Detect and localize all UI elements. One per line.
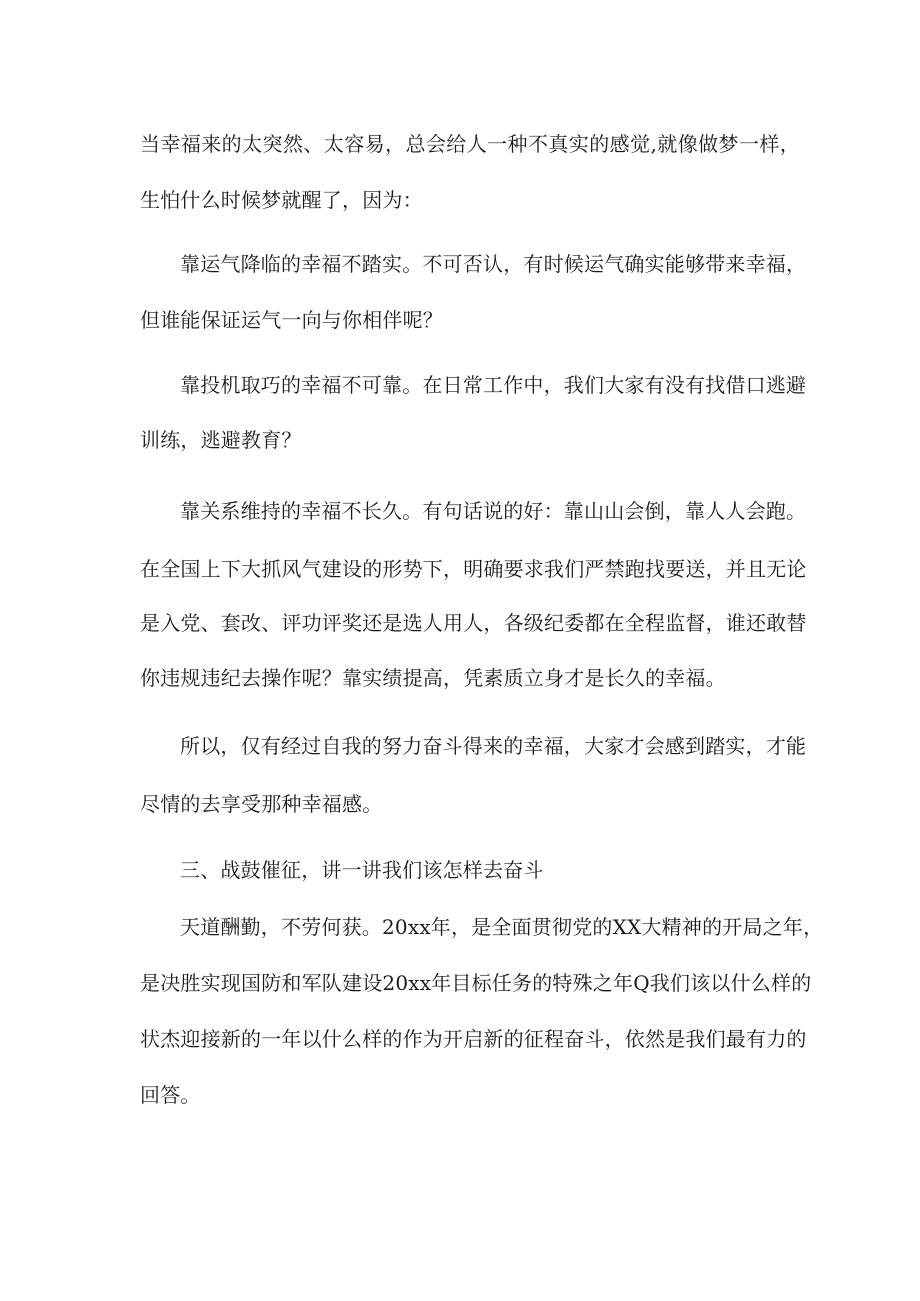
paragraph-line: 是入党、套改、评功评奖还是选人用人，各级纪委都在全程监督，谁还敢替 [140,611,807,635]
paragraph-line: 回答。 [140,1083,201,1107]
paragraph-line: 尽情的去享受那种幸福感。 [140,792,383,816]
paragraph-line: 当幸福来的太突然、太容易，总会给人一种不真实的感觉,就像做梦一样， [140,132,800,156]
paragraph-line: 生怕什么时候梦就醒了，因为： [140,188,423,212]
paragraph-line: 靠运气降临的幸福不踏实。不可否认，有时候运气确实能够带来幸福， [180,252,807,276]
paragraph-line: 靠投机取巧的幸福不可靠。在日常工作中，我们大家有没有找借口逃避 [180,373,807,397]
paragraph-line: 是决胜实现国防和军队建设20xx年目标任务的特殊之年Q我们该以什么样的 [140,971,812,995]
paragraph-line: 你违规违纪去操作呢？靠实绩提高，凭素质立身才是长久的幸福。 [140,666,726,690]
paragraph-line: 靠关系维持的幸福不长久。有句话说的好：靠山山会倒，靠人人会跑。 [180,499,807,523]
paragraph-line: 所以，仅有经过自我的努力奋斗得来的幸福，大家才会感到踏实，才能 [180,734,807,758]
paragraph-line: 在全国上下大抓风气建设的形势下，明确要求我们严禁跑找要送，并且无论 [140,557,807,581]
paragraph-line: 但谁能保证运气一向与你相伴呢？ [140,308,443,332]
section-heading: 三、战鼓催征，讲一讲我们该怎样去奋斗 [180,858,544,882]
paragraph-line: 状杰迎接新的一年以什么样的作为开启新的征程奋斗，依然是我们最有力的 [140,1027,807,1051]
paragraph-line: 训练，逃避教育？ [140,428,302,452]
paragraph-line: 天道酬勤，不劳何获。20xx年，是全面贯彻党的XX大精神的开局之年， [180,915,824,939]
